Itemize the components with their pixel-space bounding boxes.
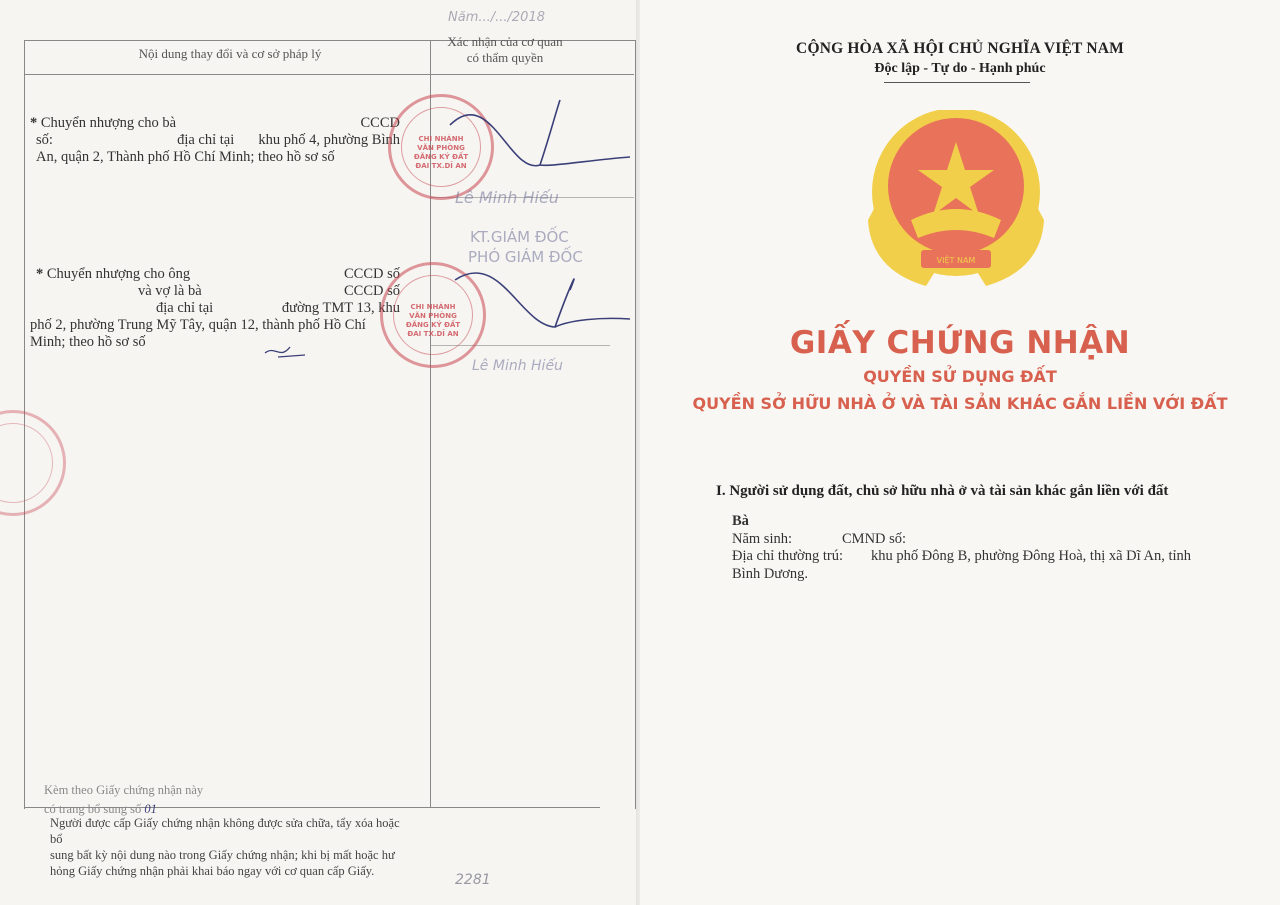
signer-title-1: KT.GIÁM ĐỐC: [470, 228, 569, 246]
entry-2-line2-start: và vợ là bà: [138, 283, 202, 299]
certificate-subtitle-2: QUYỀN SỞ HỮU NHÀ Ở VÀ TÀI SẢN KHÁC GẮN LIỀN VỚI ĐẤT: [692, 394, 1228, 413]
motto-underline: [884, 82, 1030, 83]
signer-title-2: PHÓ GIÁM ĐỐC: [468, 248, 583, 266]
official-stamp-2: CHI NHÁNH VĂN PHÒNG ĐĂNG KÝ ĐẤT ĐAI TX.DĨ AN: [380, 262, 486, 368]
entry-2-line2-end: CCCD số: [343, 283, 400, 299]
attach-number: 01: [144, 802, 157, 816]
motto: Độc lập - Tự do - Hạnh phúc: [874, 61, 1046, 76]
signer-name-2: Lê Minh Hiếu: [472, 358, 563, 374]
entry-1-line2-end: khu phố 4, phường Bình: [258, 132, 400, 148]
address-label: Địa chỉ thường trú:: [732, 548, 843, 564]
attach-line-1: Kèm theo Giấy chứng nhận này: [44, 783, 204, 797]
entry-2-line3-start: địa chỉ tại: [156, 300, 214, 316]
entry-2-line5: Minh; theo hồ sơ số: [30, 334, 146, 350]
birth-label: Năm sinh:: [732, 531, 793, 547]
col1-header: Nội dung thay đổi và cơ sở pháp lý: [138, 46, 322, 61]
entry-1-line2-mid: địa chỉ tại: [177, 132, 235, 148]
national-emblem-icon: [866, 110, 1046, 292]
nation-title: CỘNG HÒA XÃ HỘI CHỦ NGHĨA VIỆT NAM: [796, 40, 1124, 57]
signature-1: [430, 95, 630, 185]
header-note: Năm.../.../2018: [448, 10, 545, 25]
entry-2-line1-end: CCCD số: [343, 266, 400, 282]
entry-1: [30, 115, 400, 166]
owner-prefix: Bà: [732, 513, 749, 529]
table-header-rule: [24, 74, 634, 75]
certificate-subtitle-1: QUYỀN SỬ DỤNG ĐẤT: [863, 367, 1057, 386]
footer-note: Người được cấp Giấy chứng nhận không được sửa chữa, tẩy xóa hoặc bổ sung bất kỳ nội dung nào trong Giấy chứng nhận; khi bị mất hoặc hư hỏng Giấy chứng nhận phải khai báo ngay với cơ quan cấp Giấy.: [50, 816, 400, 878]
entry-2-line1: Chuyển nhượng cho ông: [46, 266, 191, 282]
right-page: [640, 0, 1280, 905]
address-value: khu phố Đông B, phường Đông Hoà, thị xã Dĩ An, tỉnh: [871, 548, 1192, 564]
entry-2-bullet: *: [36, 266, 44, 282]
entry-1-line1-end: CCCD: [360, 115, 400, 131]
signer-name: Lê Minh Hiếu: [455, 188, 559, 207]
emblem-text: VIỆT NAM: [936, 256, 976, 265]
bottom-number: 2281: [455, 872, 491, 888]
initials-mark: [260, 335, 310, 365]
entry-2: [30, 266, 400, 351]
entry-1-bullet: *: [30, 115, 38, 131]
attach-line-2: có trang bổ sung số 01: [44, 802, 157, 816]
signature-2: [430, 255, 630, 345]
entry-1-line2-start: số:: [36, 132, 53, 148]
official-stamp-1: CHI NHÁNH VĂN PHÒNG ĐĂNG KÝ ĐẤT ĐAI TX.DĨ AN: [388, 94, 494, 200]
address-value-2: Bình Dương.: [732, 566, 808, 582]
entry-1-line3: An, quận 2, Thành phố Hồ Chí Minh; theo hồ sơ số: [36, 149, 335, 165]
entry-2-line3-end: đường TMT 13, khu: [281, 300, 400, 316]
col2-header-line2: có thẩm quyền: [466, 50, 544, 65]
col2-header-line1: Xác nhận của cơ quan: [447, 34, 563, 49]
entry-2-line4: phố 2, phường Trung Mỹ Tây, quận 12, thành phố Hồ Chí: [30, 317, 366, 333]
certificate-title: GIẤY CHỨNG NHẬN: [789, 325, 1131, 361]
id-label: CMND số:: [842, 531, 907, 547]
section-title: I. Người sử dụng đất, chủ sở hữu nhà ở và tài sản khác gắn liền với đất: [716, 483, 1169, 499]
entry-1-line1: Chuyển nhượng cho bà: [40, 115, 177, 131]
